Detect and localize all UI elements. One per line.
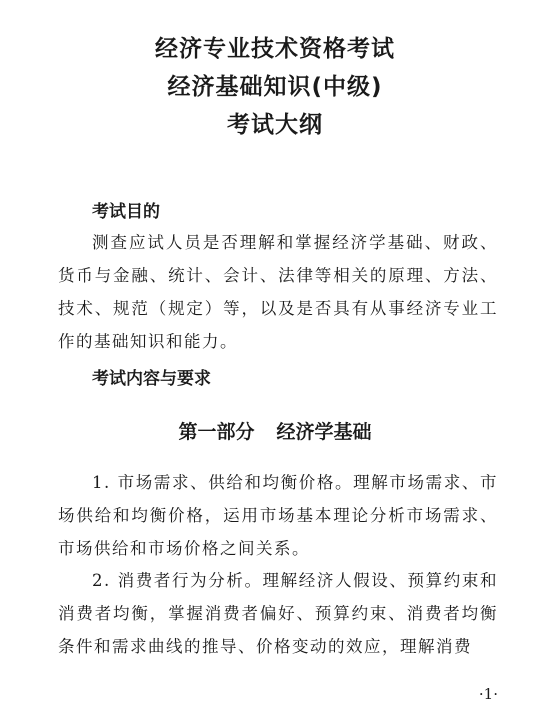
title-line-exam-name: 经济专业技术资格考试 bbox=[155, 36, 395, 62]
purpose-paragraph: 测查应试人员是否理解和掌握经济学基础、财政、货币与金融、统计、会计、法律等相关的原理、方法、技术、规范（规定）等，以及是否具有从事经济专业工作的基础知识和能力。 bbox=[58, 233, 498, 351]
page-number: ·1· bbox=[478, 685, 498, 703]
part-one-heading bbox=[0, 418, 550, 446]
title-line-syllabus: 考试大纲 bbox=[227, 112, 323, 138]
content-item-2: 2. 消费者行为分析。理解经济人假设、预算约束和消费者均衡，掌握消费者偏好、预算约束、消费者均衡条件和需求曲线的推导、价格变动的效应，理解消费 bbox=[58, 571, 498, 656]
title-line-subject: 经济基础知识(中级) bbox=[167, 74, 383, 100]
part-one-name: 经济学基础 bbox=[276, 421, 372, 443]
purpose-heading: 考试目的 bbox=[92, 202, 160, 222]
content-item-1: 1. 市场需求、供给和均衡价格。理解市场需求、市场供给和均衡价格，运用市场基本理论分析市场需求、市场供给和市场价格之间关系。 bbox=[58, 473, 498, 558]
part-one-label: 第一部分 bbox=[178, 421, 255, 443]
content-heading: 考试内容与要求 bbox=[92, 369, 211, 389]
document-title bbox=[0, 30, 550, 144]
